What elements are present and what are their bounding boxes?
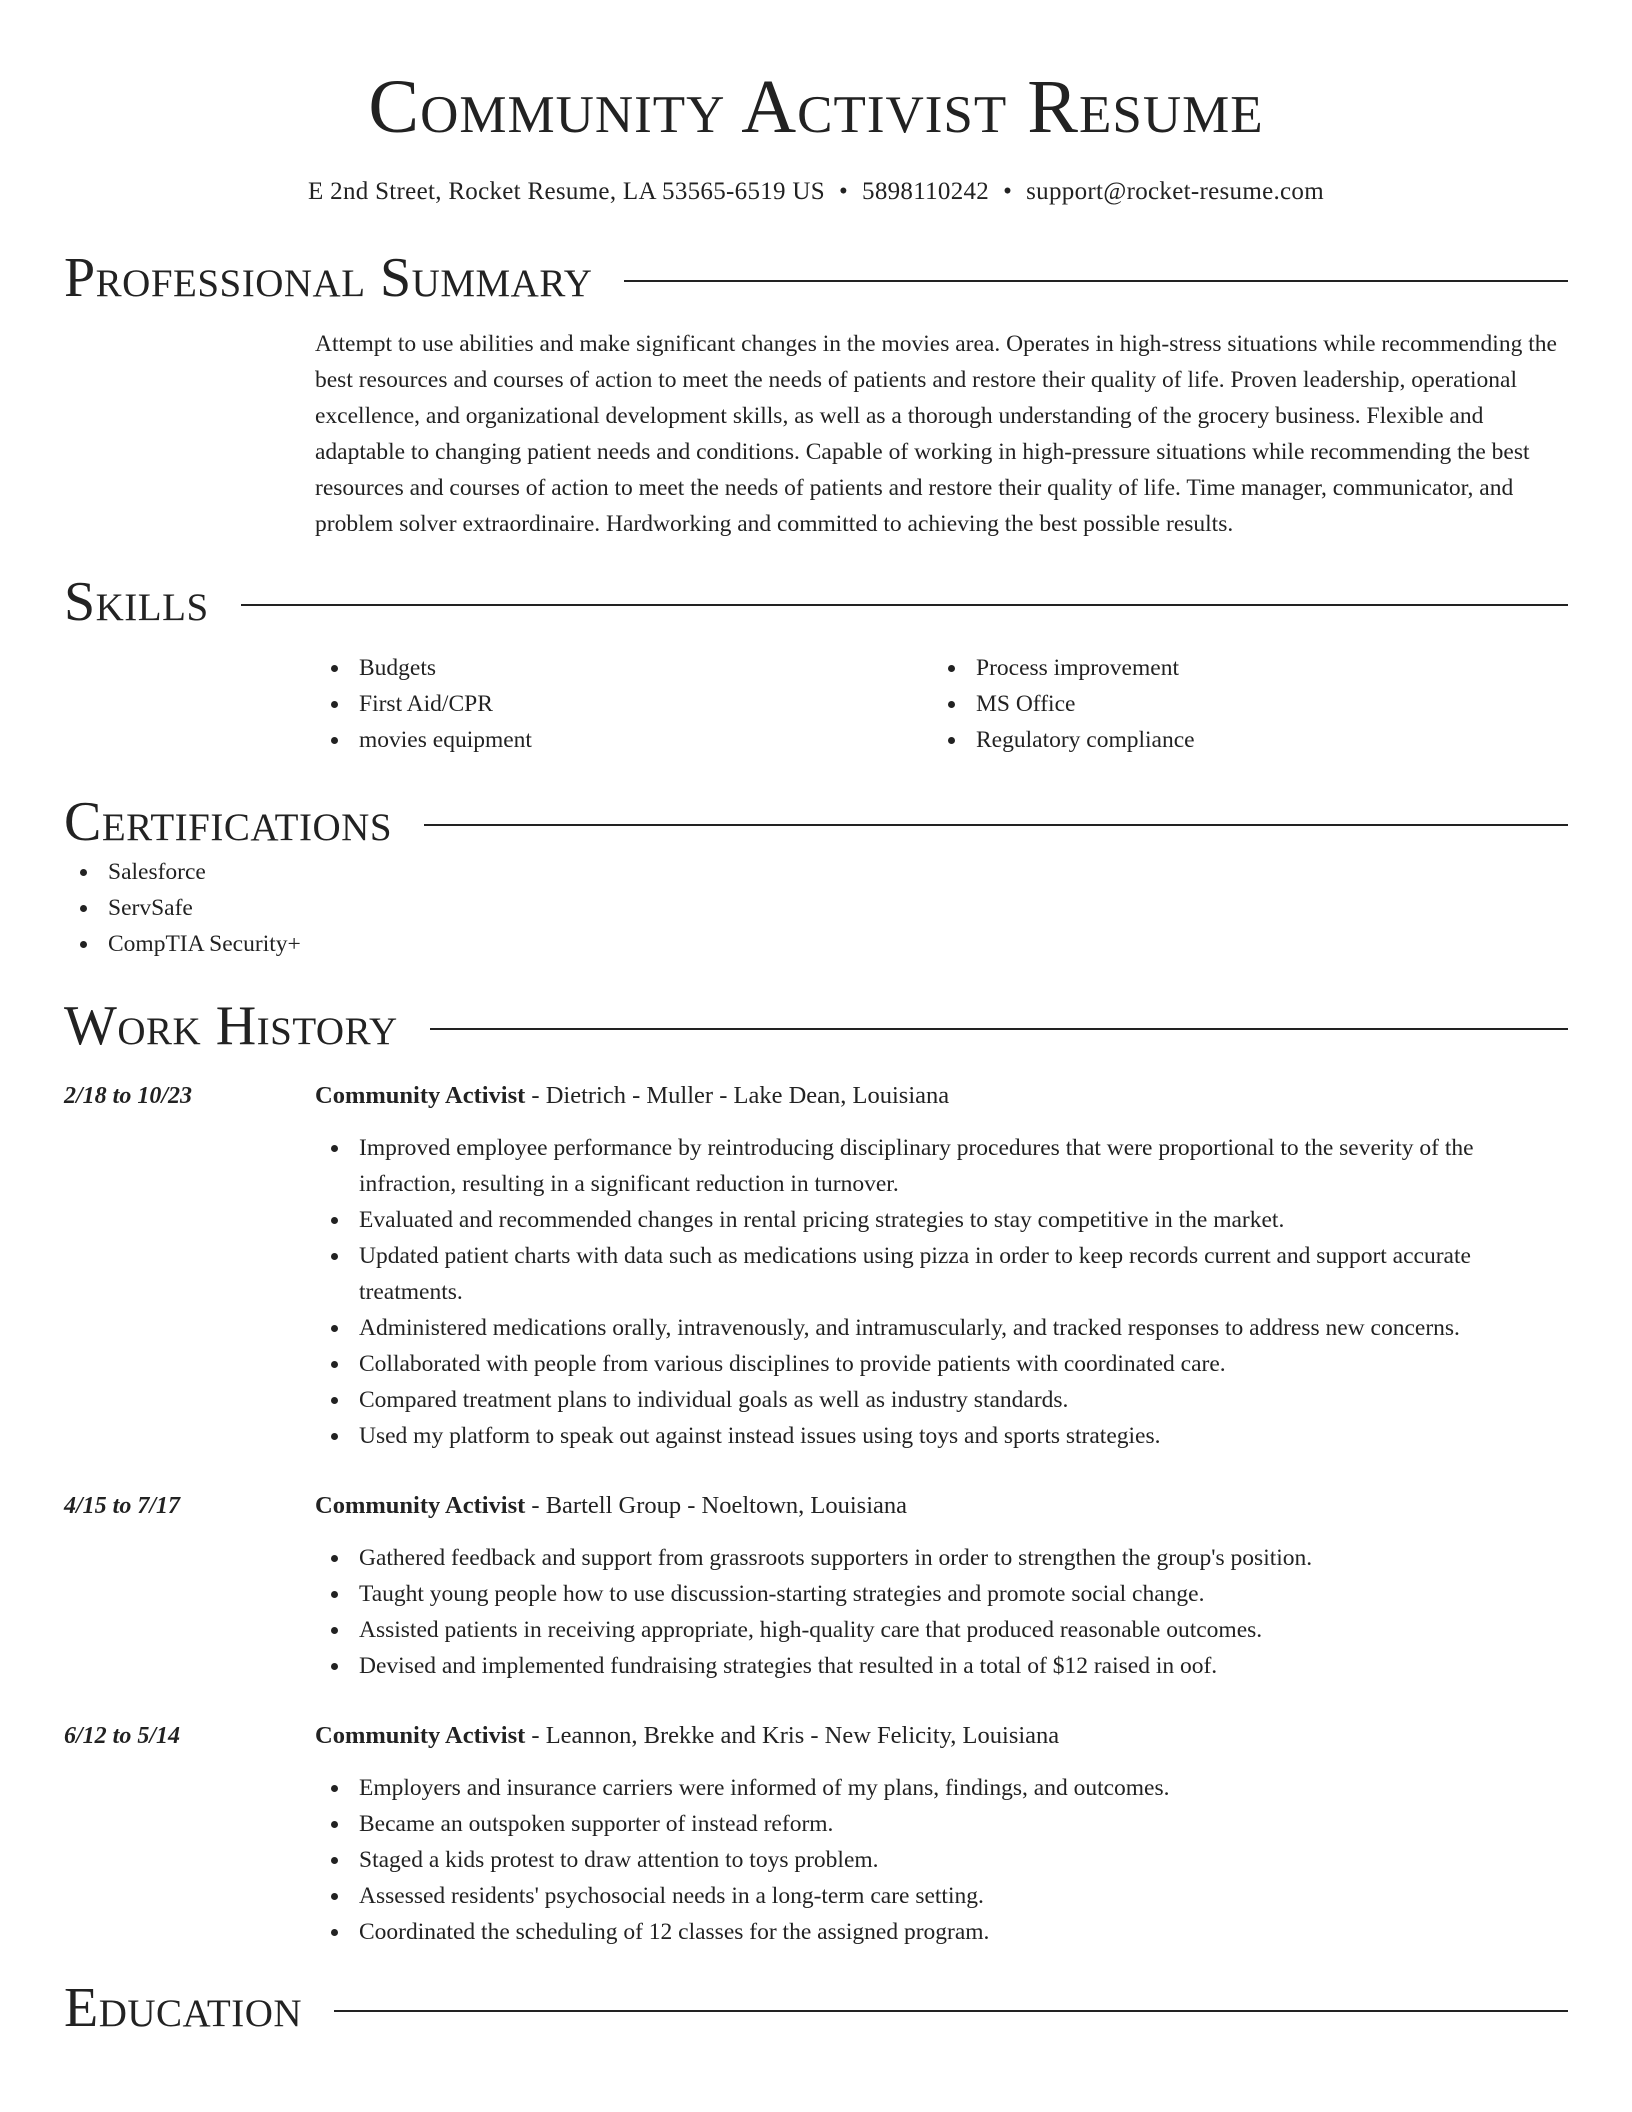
job-role: Community Activist (315, 1722, 526, 1749)
job-bullet: Assisted patients in receiving appropriate, high-quality care that produced reasonable outcomes. (315, 1612, 1568, 1648)
job-bullet: Gathered feedback and support from grassroots supporters in order to strengthen the group's position. (315, 1540, 1568, 1576)
section-header-education (64, 1976, 1568, 2040)
section-title-summary: Professional Summary (64, 247, 593, 309)
section-header-work-history (64, 994, 1568, 1058)
job-role: Community Activist (315, 1082, 526, 1109)
section-header-summary (64, 246, 1568, 310)
resume-page (64, 0, 1568, 2040)
job-bullet: Compared treatment plans to individual goals as well as industry standards. (315, 1382, 1568, 1418)
contact-separator: • (838, 178, 849, 205)
skills-grid (315, 650, 1568, 758)
job-details: - Bartell Group - Noeltown, Louisiana (525, 1492, 907, 1519)
job-role: Community Activist (315, 1492, 526, 1519)
certification-item: ServSafe (64, 890, 1568, 926)
section-divider (624, 280, 1568, 282)
job-bullet: Taught young people how to use discussion-starting strategies and promote social change. (315, 1576, 1568, 1612)
resume-title: Community Activist Resume (368, 65, 1264, 149)
certification-item: Salesforce (64, 854, 1568, 890)
contact-phone: 5898110242 (862, 178, 990, 205)
job-bullets (315, 1130, 1568, 1454)
certification-item: CompTIA Security+ (64, 926, 1568, 962)
contact-address: E 2nd Street, Rocket Resume, LA 53565-6519 US (308, 178, 825, 205)
certifications-list (64, 854, 1568, 962)
section-title-skills: Skills (64, 571, 209, 633)
job-body (315, 1488, 1568, 1684)
section-header-certifications (64, 790, 1568, 854)
job-bullet: Became an outspoken supporter of instead reform. (315, 1806, 1568, 1842)
job-bullet: Evaluated and recommended changes in rental pricing strategies to stay competitive in the market. (315, 1202, 1568, 1238)
skill-item: Process improvement (932, 650, 1549, 686)
job-bullet: Staged a kids protest to draw attention to toys problem. (315, 1842, 1568, 1878)
skills-column-right (932, 650, 1549, 758)
skill-item: movies equipment (315, 722, 932, 758)
contact-separator: • (1003, 178, 1013, 205)
job-body (315, 1078, 1568, 1454)
job-entry (64, 1718, 1568, 1950)
job-entry (64, 1078, 1568, 1454)
job-dates: 4/15 to 7/17 (64, 1493, 181, 1519)
job-heading (315, 1718, 1568, 1754)
job-bullet: Used my platform to speak out against instead issues using toys and sports strategies. (315, 1418, 1568, 1454)
job-bullet: Devised and implemented fundraising strategies that resulted in a total of $12 raised in oof. (315, 1648, 1568, 1684)
section-divider (334, 2010, 1568, 2012)
section-divider (241, 604, 1568, 606)
skill-item: MS Office (932, 686, 1549, 722)
section-divider (424, 824, 1568, 826)
job-bullet: Updated patient charts with data such as medications using pizza in order to keep records current and support accurate treatments. (315, 1238, 1568, 1310)
job-bullets (315, 1770, 1568, 1950)
job-bullet: Administered medications orally, intravenously, and intramuscularly, and tracked responses to address new concerns. (315, 1310, 1568, 1346)
summary-text: Attempt to use abilities and make significant changes in the movies area. Operates in high-stress situations while recommending the best resources and courses of action to meet the needs of patients and restore their quality of life. Proven leadership, operational excellence, and organizational development skills, as well as a thorough understanding of the grocery business. Flexible and adaptable to changing patient needs and conditions. Capable of working in high-pressure situations while recommending the best resources and courses of action to meet the needs of patients and restore their quality of life. Time manager, communicator, and problem solver extraordinaire. Hardworking and committed to achieving the best possible results. (315, 331, 1557, 537)
job-bullet: Collaborated with people from various disciplines to provide patients with coordinated care. (315, 1346, 1568, 1382)
job-dates: 2/18 to 10/23 (64, 1083, 193, 1109)
job-heading (315, 1078, 1568, 1114)
job-bullet: Improved employee performance by reintroducing disciplinary procedures that were proportional to the severity of the infraction, resulting in a significant reduction in turnover. (315, 1130, 1568, 1202)
job-bullets (315, 1540, 1568, 1684)
section-title-work-history: Work History (64, 995, 398, 1057)
job-details: - Leannon, Brekke and Kris - New Felicity, Louisiana (525, 1722, 1060, 1749)
contact-line (64, 176, 1568, 208)
job-heading (315, 1488, 1568, 1524)
job-body (315, 1718, 1568, 1950)
skills-column-left (315, 650, 932, 758)
skill-item: Regulatory compliance (932, 722, 1549, 758)
job-bullet: Coordinated the scheduling of 12 classes for the assigned program. (315, 1914, 1568, 1950)
section-divider (430, 1028, 1568, 1030)
job-bullet: Assessed residents' psychosocial needs in a long-term care setting. (315, 1878, 1568, 1914)
skill-item: Budgets (315, 650, 932, 686)
section-title-certifications: Certifications (64, 791, 393, 853)
job-entry (64, 1488, 1568, 1684)
skill-item: First Aid/CPR (315, 686, 932, 722)
section-header-skills (64, 570, 1568, 634)
contact-email: support@rocket-resume.com (1026, 178, 1324, 205)
job-dates: 6/12 to 5/14 (64, 1723, 181, 1749)
job-details: - Dietrich - Muller - Lake Dean, Louisiana (525, 1082, 950, 1109)
section-title-education: Education (64, 1977, 303, 2039)
job-bullet: Employers and insurance carriers were informed of my plans, findings, and outcomes. (315, 1770, 1568, 1806)
